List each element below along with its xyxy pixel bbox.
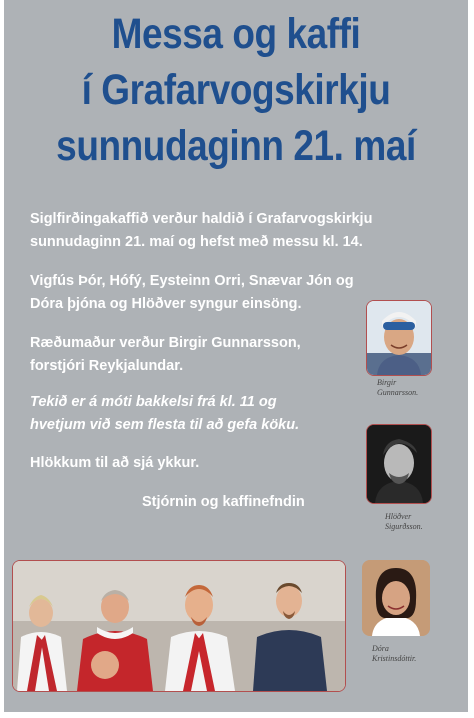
baking-line-1: Tekið er á móti bakkelsi frá kl. 11 og	[30, 394, 277, 410]
hlodver-caption-1: Hlöðver	[385, 512, 412, 521]
hlodver-caption-2: Sigurðsson.	[385, 522, 423, 531]
baking-line-2: hvetjum við sem flesta til að gefa köku.	[30, 417, 300, 433]
dora-caption-2: Kristinsdóttir.	[372, 654, 417, 663]
service-line-1: Vigfús Þór, Hófý, Eysteinn Orri, Snævar Jón og	[30, 273, 354, 289]
intro-line-1: Siglfirðingakaffið verður haldið í Grafarvogskirkju	[30, 211, 373, 227]
group-photo	[12, 560, 346, 692]
title-line-2: í Grafarvogskirkju	[81, 66, 391, 114]
title-line-3: sunnudaginn 21. maí	[56, 122, 416, 170]
service-line-2: Dóra þjóna og Hlöðver syngur einsöng.	[30, 296, 302, 312]
poster	[4, 0, 468, 712]
intro-line-2: sunnudaginn 21. maí og hefst með messu kl. 14.	[30, 234, 363, 250]
birgir-photo	[366, 300, 432, 376]
closing-line: Hlökkum til að sjá ykkur.	[30, 455, 200, 471]
dora-caption-1: Dóra	[372, 644, 389, 653]
signature: Stjórnin og kaffinefndin	[142, 494, 305, 510]
birgir-caption-2: Gunnarsson.	[377, 388, 419, 397]
speaker-line-1: Ræðumaður verður Birgir Gunnarsson,	[30, 335, 301, 351]
title-line-1: Messa og kaffi	[111, 10, 361, 58]
dora-photo	[362, 560, 430, 636]
hlodver-photo	[366, 424, 432, 504]
speaker-line-2: forstjóri Reykjalundar.	[30, 358, 184, 374]
birgir-caption-1: Birgir	[377, 378, 397, 387]
